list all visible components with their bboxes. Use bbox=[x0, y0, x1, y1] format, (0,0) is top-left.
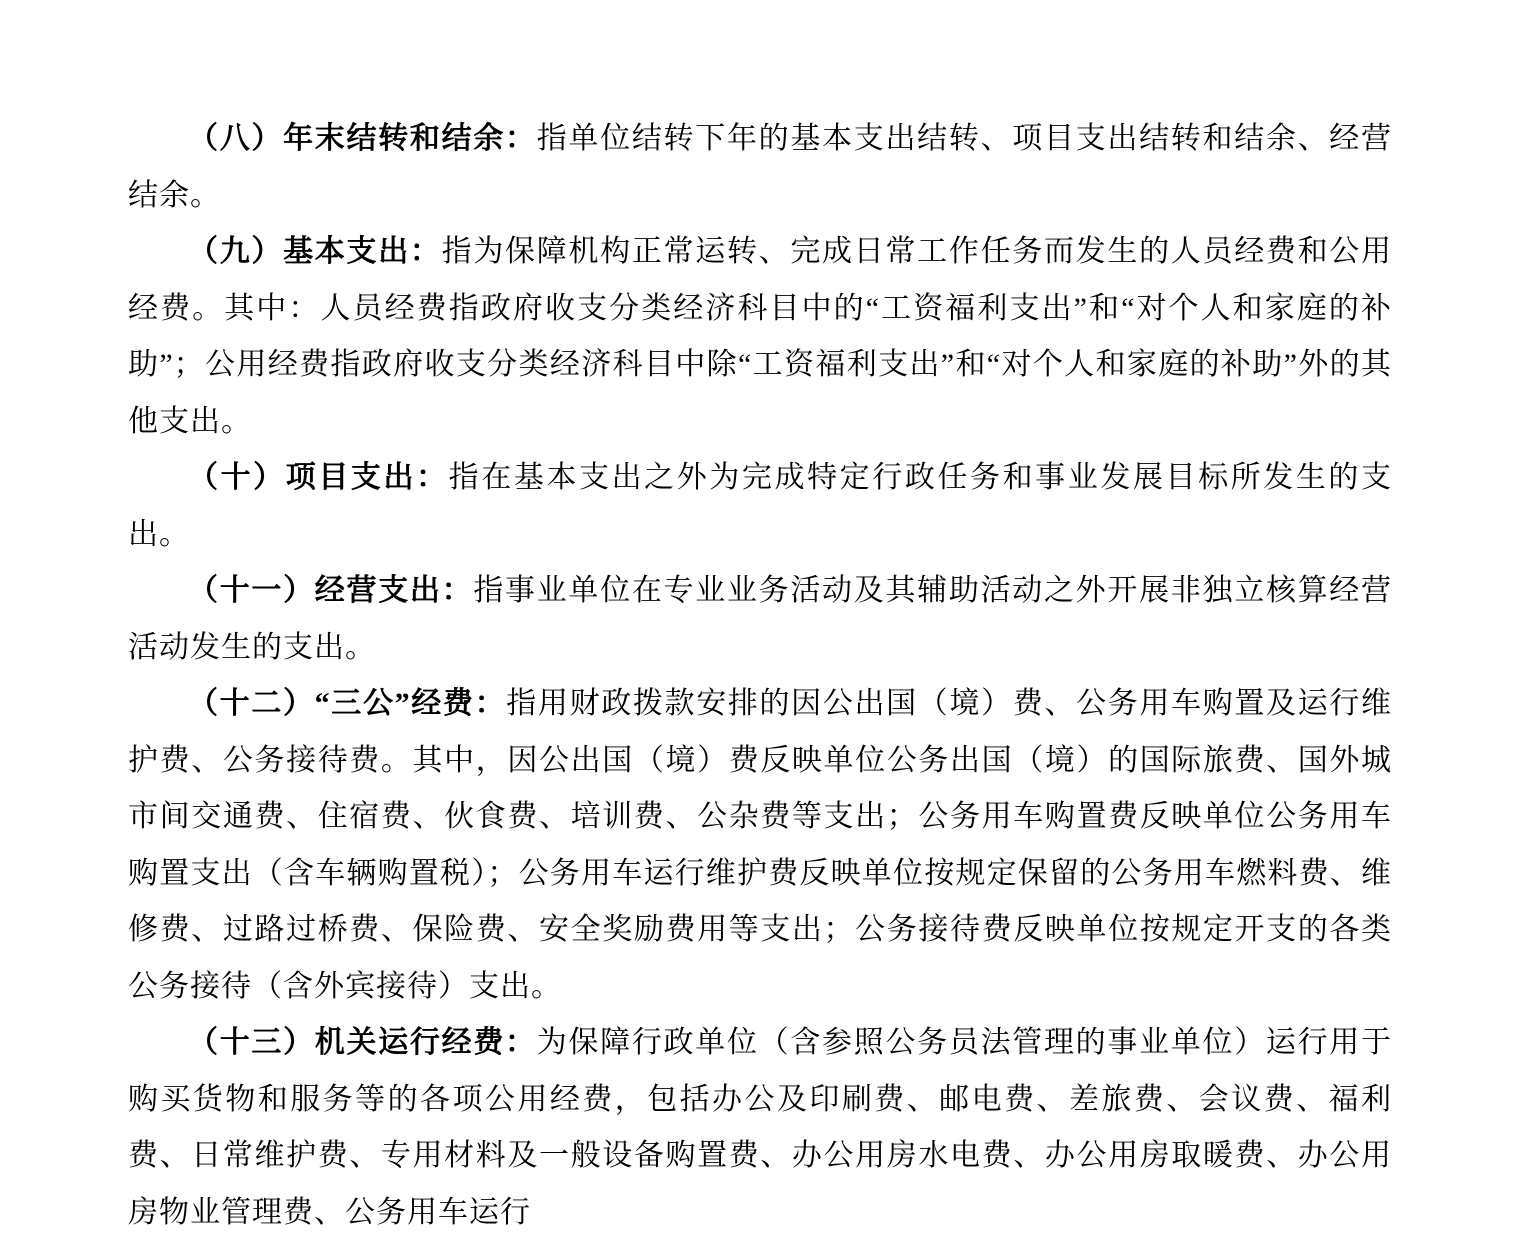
document-body bbox=[128, 111, 1392, 1241]
paragraph-three-public-funds bbox=[128, 676, 1392, 1015]
paragraph-text: 指在基本支出之外为完成特定行政任务和事业发展目标所发生的支出。 bbox=[128, 461, 1393, 551]
paragraph-text: 指用财政拨款安排的因公出国（境）费、公务用车购置及运行维护费、公务接待费。其中，因公出国（境）费反映单位公务出国（境）的国际旅费、国外城市间交通费、住宿费、伙食费、培训费、公杂费等支出；公务用车购置费反映单位公务用车购置支出（含车辆购置税）；公务用车运行维护费反映单位按规定保留的公务用车燃料费、维修费、过路过桥费、保险费、安全奖励费用等支出；公务接待费反映单位按规定开支的各类公务接待（含外宾接待）支出。 bbox=[128, 687, 1393, 1003]
paragraph-lead: （八）年末结转和结余： bbox=[188, 122, 537, 155]
paragraph-basic-expenditure bbox=[128, 224, 1392, 450]
paragraph-text: 指为保障机构正常运转、完成日常工作任务而发生的人员经费和公用经费。其中：人员经费指政府收支分类经济科目中的“工资福利支出”和“对个人和家庭的补助”；公用经费指政府收支分类经济科目中除“工资福利支出”和“对个人和家庭的补助”外的其他支出。 bbox=[128, 235, 1393, 438]
paragraph-text: 指单位结转下年的基本支出结转、项目支出结转和结余、经营结余。 bbox=[128, 122, 1393, 212]
paragraph-lead: （十三）机关运行经费： bbox=[188, 1026, 537, 1059]
paragraph-lead: （十）项目支出： bbox=[188, 461, 449, 494]
paragraph-operating-expenditure bbox=[128, 563, 1392, 676]
paragraph-lead: （十一）经营支出： bbox=[188, 574, 474, 607]
paragraph-lead: （十二）“三公”经费： bbox=[188, 687, 507, 720]
paragraph-project-expenditure bbox=[128, 450, 1392, 563]
paragraph-text: 指事业单位在专业业务活动及其辅助活动之外开展非独立核算经营活动发生的支出。 bbox=[128, 574, 1393, 664]
paragraph-year-end-carryover bbox=[128, 111, 1392, 224]
paragraph-agency-operating-funds bbox=[128, 1015, 1392, 1241]
paragraph-lead: （九）基本支出： bbox=[188, 235, 442, 268]
paragraph-text: 为保障行政单位（含参照公务员法管理的事业单位）运行用于购买货物和服务等的各项公用经费，包括办公及印刷费、邮电费、差旅费、会议费、福利费、日常维护费、专用材料及一般设备购置费、办公用房水电费、办公用房取暖费、办公用房物业管理费、公务用车运行 bbox=[128, 1026, 1393, 1229]
